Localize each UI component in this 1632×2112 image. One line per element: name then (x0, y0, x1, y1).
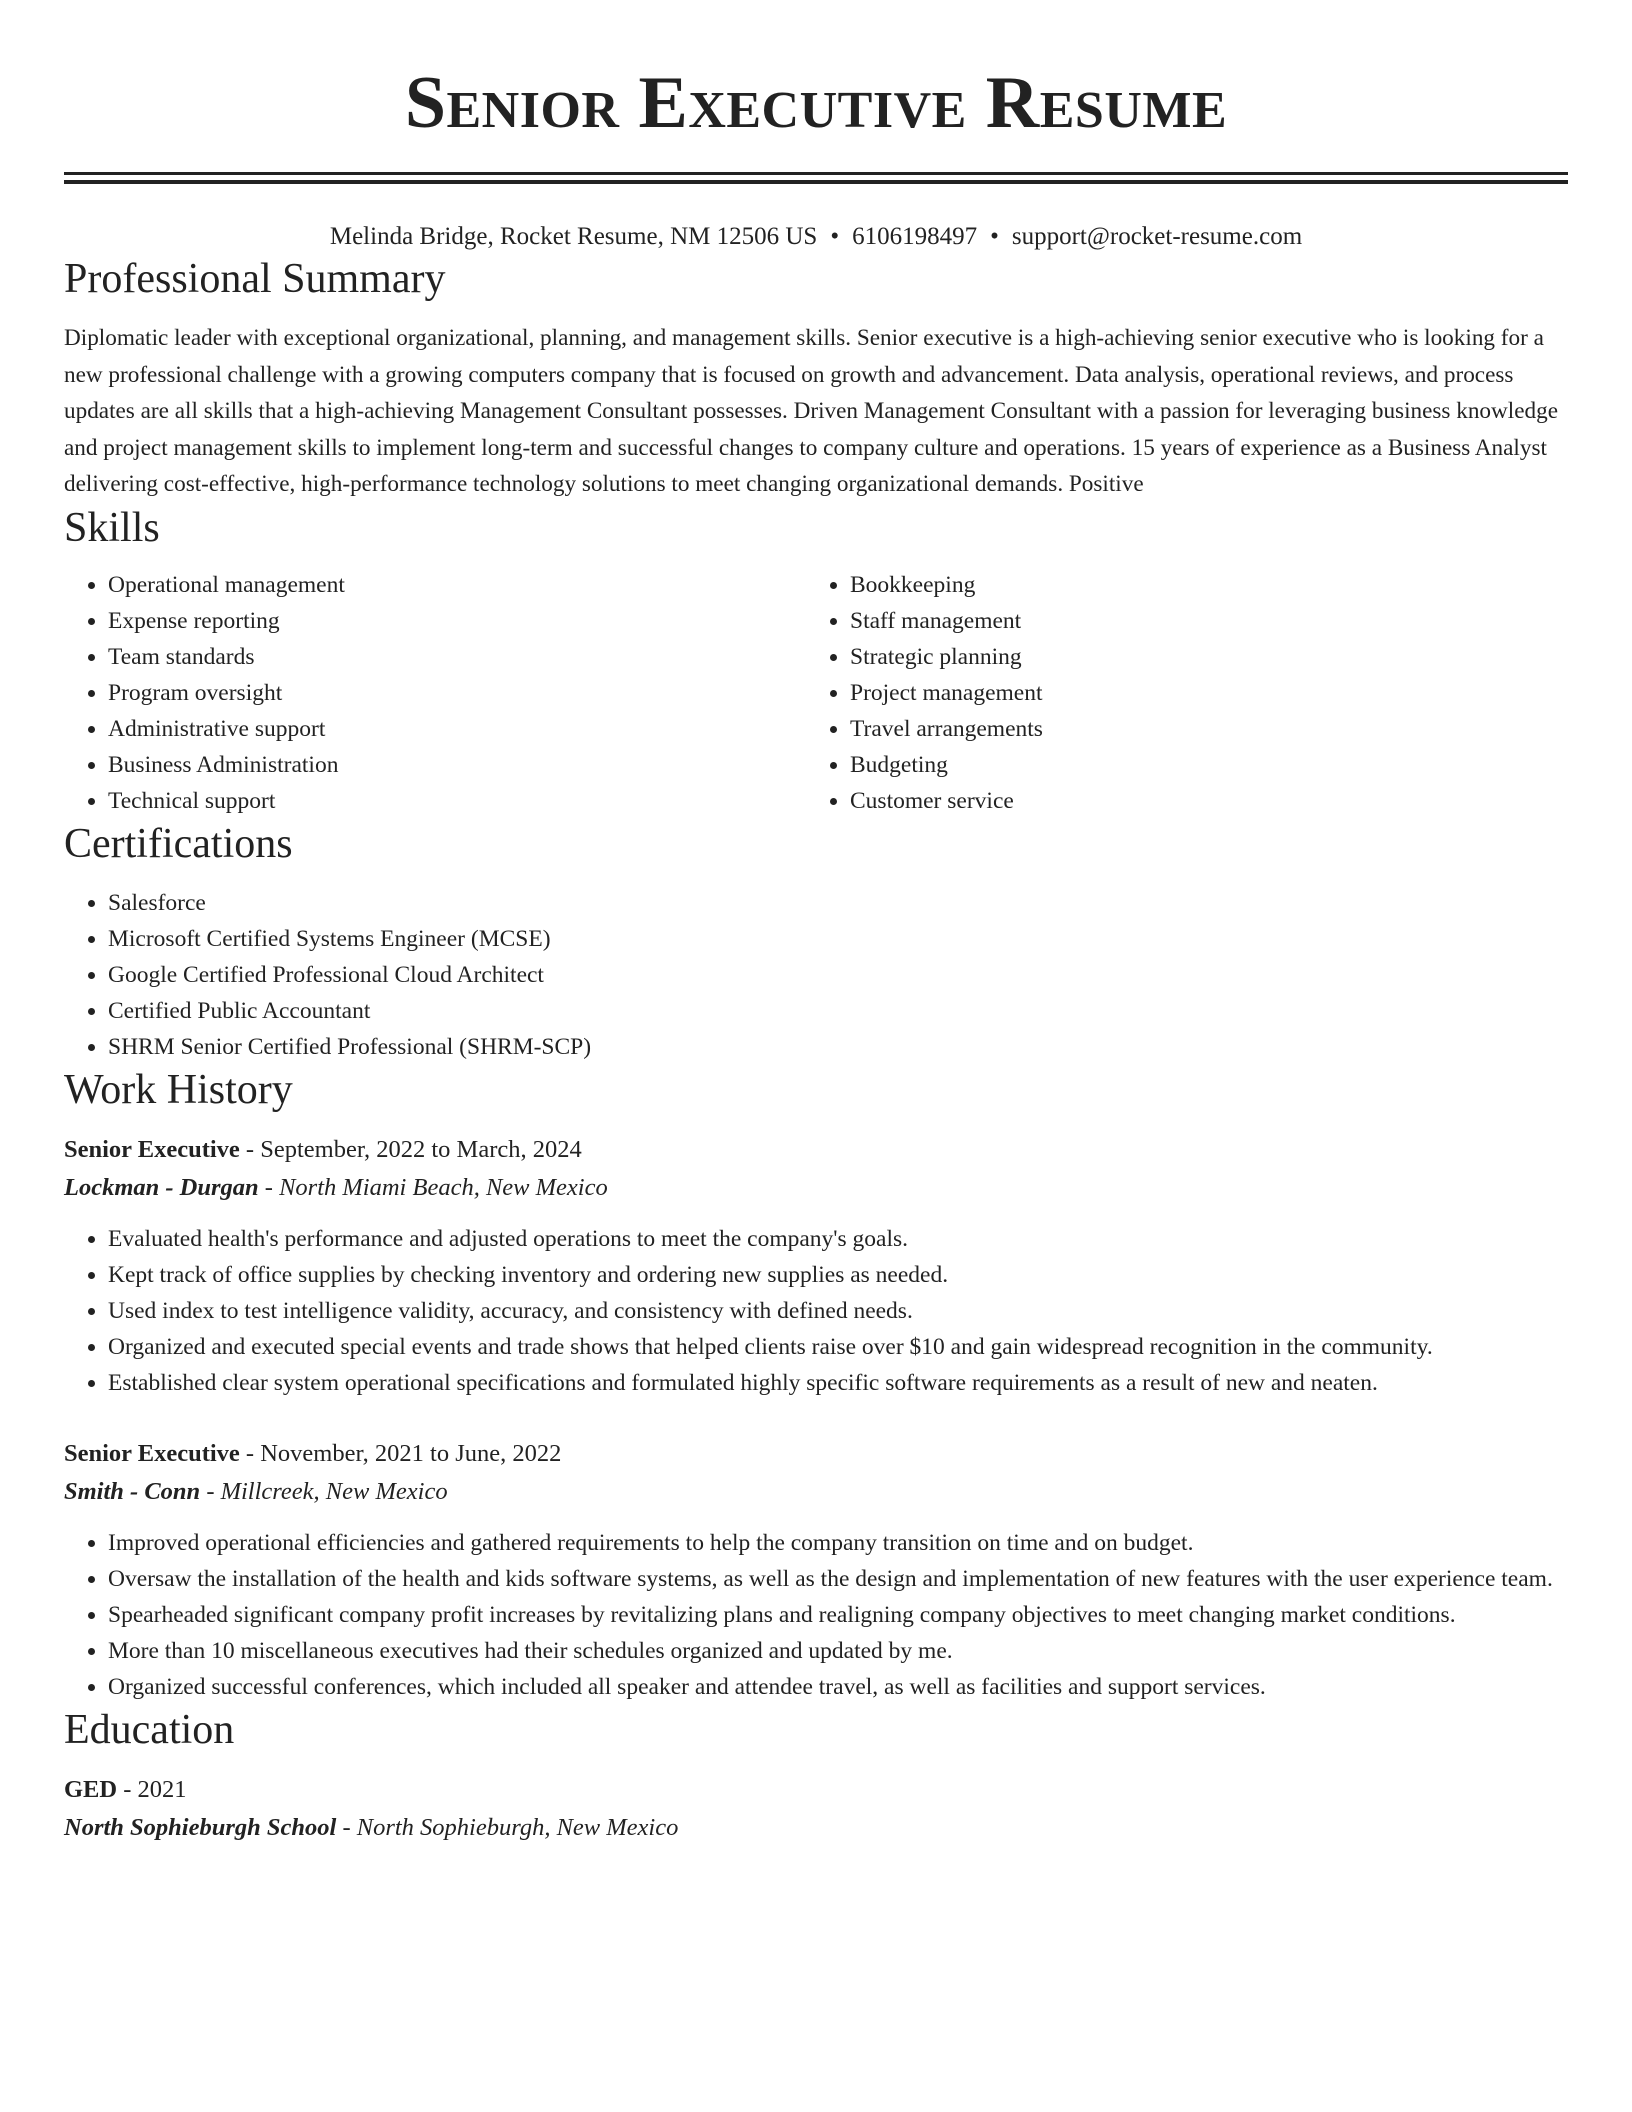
certifications-list (64, 885, 1568, 1065)
certification-item: • SHRM Senior Certified Professional (SHRM-SCP) (108, 1029, 1568, 1065)
job-bullet: • Oversaw the installation of the health and kids software systems, as well as the design and implementation of new features with the user experience team. (108, 1561, 1568, 1597)
education-location: - North Sophieburgh, New Mexico (336, 1813, 679, 1841)
job-company: Smith - Conn (64, 1477, 201, 1505)
job-title-line (64, 1131, 1568, 1169)
work-history-heading: Work History (64, 1066, 293, 1113)
education-entry (64, 1771, 1568, 1847)
certifications-heading: Certifications (64, 820, 293, 867)
contact-address: Melinda Bridge, Rocket Resume, NM 12506 US (329, 223, 818, 250)
skill-item: • Travel arrangements (850, 711, 1548, 747)
job-bullet: • Spearheaded significant company profit increases by revitalizing plans and realigning company objectives to meet changing market conditions. (108, 1597, 1568, 1633)
skill-item: • Technical support (108, 783, 806, 819)
job-bullet: • Evaluated health's performance and adjusted operations to meet the company's goals. (108, 1221, 1568, 1257)
job-entry (64, 1131, 1568, 1401)
skill-item: • Program oversight (108, 675, 806, 711)
contact-separator: • (990, 223, 999, 250)
job-bullet: • Improved operational efficiencies and gathered requirements to help the company transition on time and on budget. (108, 1525, 1568, 1561)
job-bullet: • Established clear system operational specifications and formulated highly specific software requirements as a result of new and neaten. (108, 1365, 1568, 1401)
skills-list-left (64, 567, 806, 819)
job-dates: - November, 2021 to June, 2022 (239, 1439, 562, 1467)
skill-item: • Budgeting (850, 747, 1548, 783)
education-school-line (64, 1809, 1568, 1847)
contact-separator: • (830, 223, 840, 250)
education-degree: GED (64, 1775, 118, 1803)
job-location: - North Miami Beach, New Mexico (258, 1173, 608, 1201)
skill-item: • Expense reporting (108, 603, 806, 639)
job-bullet: • More than 10 miscellaneous executives had their schedules organized and updated by me. (108, 1633, 1568, 1669)
contact-phone: 6106198497 (852, 223, 978, 250)
certification-item: • Salesforce (108, 885, 1568, 921)
summary-heading: Professional Summary (64, 256, 446, 302)
job-company-line (64, 1169, 1568, 1207)
job-bullet-list (64, 1221, 1568, 1401)
education-year: - 2021 (117, 1775, 187, 1803)
skills-column-left (64, 567, 806, 819)
job-bullet: • Used index to test intelligence validity, accuracy, and consistency with defined needs. (108, 1293, 1568, 1329)
education-school: North Sophieburgh School (64, 1813, 337, 1841)
job-company-line (64, 1473, 1568, 1511)
skill-item: • Bookkeeping (850, 567, 1548, 603)
certification-item: • Certified Public Accountant (108, 993, 1568, 1029)
skill-item: • Team standards (108, 639, 806, 675)
skill-item: • Strategic planning (850, 639, 1548, 675)
skill-item: • Customer service (850, 783, 1548, 819)
contact-line (64, 220, 1568, 254)
skill-item: • Administrative support (108, 711, 806, 747)
job-company: Lockman - Durgan (64, 1173, 259, 1201)
job-title-line (64, 1435, 1568, 1473)
job-dates: - September, 2022 to March, 2024 (239, 1135, 582, 1163)
skill-item: • Project management (850, 675, 1548, 711)
job-title: Senior Executive (64, 1135, 240, 1163)
skills-column-right (806, 567, 1548, 819)
job-bullet: • Organized successful conferences, which included all speaker and attendee travel, as well as facilities and support services. (108, 1669, 1568, 1705)
job-entry (64, 1435, 1568, 1705)
education-degree-line (64, 1771, 1568, 1809)
certification-item: • Google Certified Professional Cloud Architect (108, 957, 1568, 993)
skill-item: • Operational management (108, 567, 806, 603)
skills-grid (64, 567, 1568, 819)
certification-item: • Microsoft Certified Systems Engineer (MCSE) (108, 921, 1568, 957)
resume-title: Senior Executive Resume (404, 62, 1228, 144)
skills-heading: Skills (64, 504, 160, 551)
job-location: - Millcreek, New Mexico (200, 1477, 448, 1505)
job-bullet-list (64, 1525, 1568, 1705)
contact-email: support@rocket-resume.com (1011, 223, 1303, 250)
job-title: Senior Executive (64, 1439, 240, 1467)
skill-item: • Staff management (850, 603, 1548, 639)
skills-list-right (806, 567, 1548, 819)
title-divider (64, 172, 1568, 184)
education-heading: Education (64, 1706, 235, 1753)
job-bullet: • Kept track of office supplies by checking inventory and ordering new supplies as needed. (108, 1257, 1568, 1293)
job-bullet: • Organized and executed special events and trade shows that helped clients raise over $10 and gain widespread recognition in the community. (108, 1329, 1568, 1365)
skill-item: • Business Administration (108, 747, 806, 783)
summary-text: Diplomatic leader with exceptional organizational, planning, and management skills. Senior executive is a high-achieving senior executive who is looking for a new professional challenge with a growing computers company that is focused on growth and advancement. Data analysis, operational reviews, and process updates are all skills that a high-achieving Management Consultant possesses. Driven Management Consultant with a passion for leveraging business knowledge and project management skills to implement long-term and successful changes to company culture and operations. 15 years of experience as a Business Analyst delivering cost-effective, high-performance technology solutions to meet changing organizational demands. Positive (64, 325, 1558, 497)
